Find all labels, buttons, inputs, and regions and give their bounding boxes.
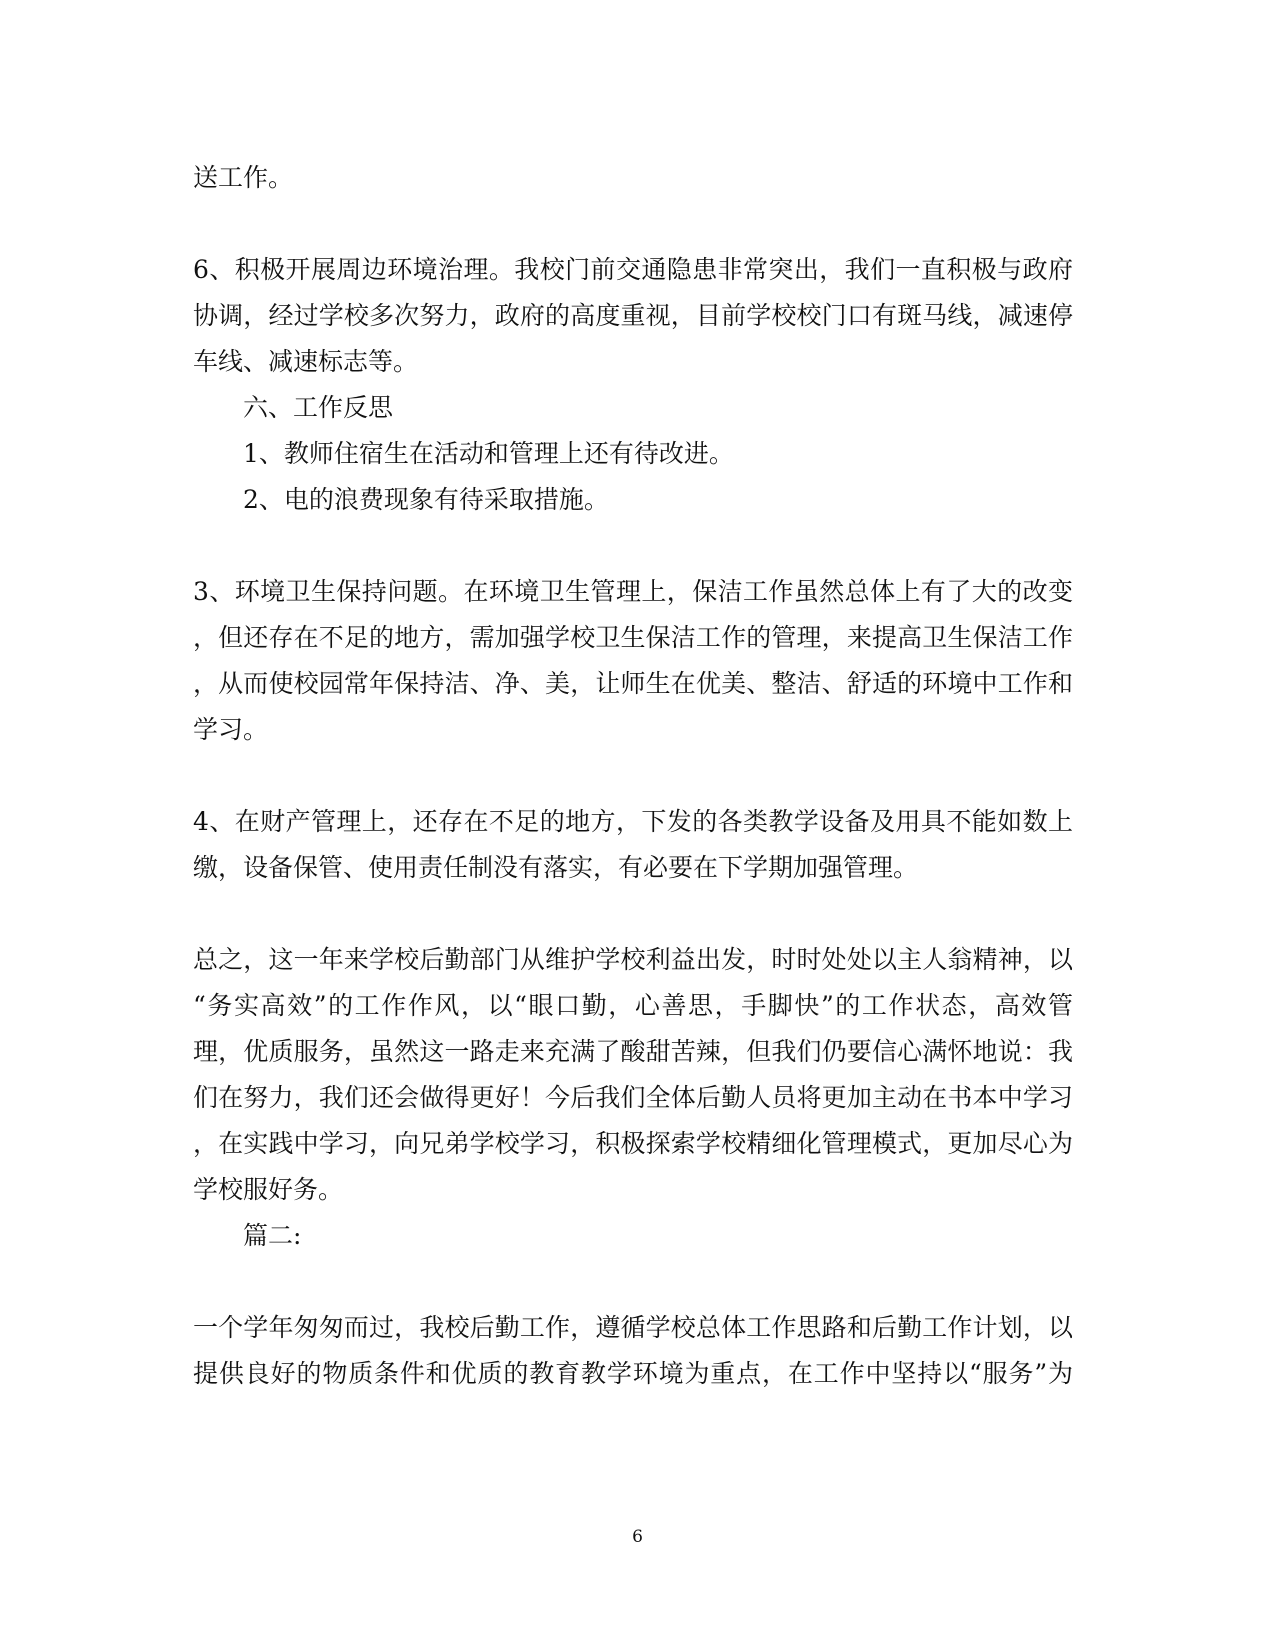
- text-line: 一个学年匆匆而过，我校后勤工作，遵循学校总体工作思路和后勤工作计划，以: [193, 1313, 1073, 1342]
- text-line: 送工作。: [193, 163, 294, 192]
- text-line: 总之，这一年来学校后勤部门从维护学校利益出发，时时处处以主人翁精神，以: [193, 945, 1073, 974]
- text-line: 们在努力，我们还会做得更好！今后我们全体后勤人员将更加主动在书本中学习: [193, 1083, 1073, 1112]
- text-line: 缴，设备保管、使用责任制没有落实，有必要在下学期加强管理。: [193, 853, 919, 882]
- text-line: 2、电的浪费现象有待采取措施。: [243, 485, 609, 514]
- text-line: 学校服好务。: [193, 1175, 344, 1204]
- text-line: ，从而使校园常年保持洁、净、美，让师生在优美、整洁、舒适的环境中工作和: [193, 669, 1073, 698]
- text-line: 车线、减速标志等。: [193, 347, 419, 376]
- text-line: ，但还存在不足的地方，需加强学校卫生保洁工作的管理，来提高卫生保洁工作: [193, 623, 1073, 652]
- text-line: 6、积极开展周边环境治理。我校门前交通隐患非常突出，我们一直积极与政府: [193, 255, 1073, 284]
- section-heading: 篇二:: [243, 1221, 302, 1250]
- text-line: “务实高效”的工作作风，以“眼口勤，心善思，手脚快”的工作状态，高效管: [193, 991, 1073, 1020]
- text-line: 4、在财产管理上，还存在不足的地方，下发的各类教学设备及用具不能如数上: [193, 807, 1073, 836]
- text-line: 提供良好的物质条件和优质的教育教学环境为重点，在工作中坚持以“服务”为: [193, 1359, 1073, 1388]
- text-line: 学习。: [193, 715, 269, 744]
- text-line: 3、环境卫生保持问题。在环境卫生管理上，保洁工作虽然总体上有了大的改变: [193, 577, 1073, 606]
- text-line: ，在实践中学习，向兄弟学校学习，积极探索学校精细化管理模式，更加尽心为: [193, 1129, 1073, 1158]
- page-number: 6: [632, 1527, 643, 1547]
- text-line: 1、教师住宿生在活动和管理上还有待改进。: [243, 439, 734, 468]
- text-line: 协调，经过学校多次努力，政府的高度重视，目前学校校门口有斑马线，减速停: [193, 301, 1073, 330]
- section-heading: 六、工作反思: [243, 393, 394, 422]
- text-line: 理，优质服务，虽然这一路走来充满了酸甜苦辣，但我们仍要信心满怀地说：我: [193, 1037, 1073, 1066]
